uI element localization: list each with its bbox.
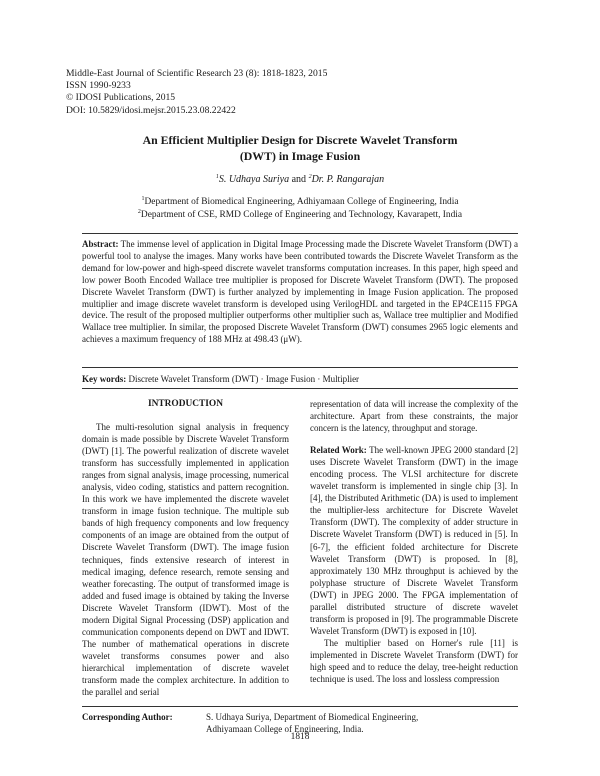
doi: DOI: 10.5829/idosi.mejsr.2015.23.08.22422	[66, 104, 236, 116]
intro-continuation: representation of data will increase the complexity of the architecture. Apart from these constraints, the major concern is the latency, throughput and storage.	[310, 399, 518, 434]
abstract	[82, 239, 518, 346]
right-column	[310, 398, 518, 685]
journal-citation: Middle-East Journal of Scientific Research 23 (8): 1818-1823, 2015	[66, 68, 328, 79]
journal-header	[66, 68, 327, 117]
abstract-top-rule	[82, 233, 518, 234]
keywords	[82, 373, 518, 385]
keywords-bottom-rule	[82, 388, 518, 389]
abstract-bottom-rule	[82, 367, 518, 368]
abstract-text: The immense level of application in Digital Image Processing made the Discrete Wavelet Transform (DWT) a powerful tool to analyse the images. Many works have been contributed towards the Discrete Wavelet Transform as the demand for low-power and high-speed discrete wavelet transforms computation increases. In this paper, high speed and low power Booth Encoded Wallace tree multiplier is proposed for Discrete Wavelet Transform (DWT). The proposed Discrete Wavelet Transform (DWT) is further analyzed by implementing in Image Fusion application. The proposed multiplier and image discrete wavelet transform is developed using VerilogHDL and targeted in the EP4CE115 FPGA device. The result of the proposed multiplier outperforms other multiplier such as, Wallace tree multiplier and Modified Wallace tree multiplier. In similar, the proposed Discrete Wavelet Transform (DWT) consumes 2965 logic elements and achieves a maximum frequency of 188 MHz at 498.43 (μW).	[82, 239, 518, 345]
corresponding-author-label: Corresponding Author:	[82, 712, 173, 722]
affiliation-1-sup: 1	[141, 196, 145, 202]
author-and: and	[289, 174, 309, 185]
author-1-sup: 1	[215, 174, 219, 180]
author-list	[60, 173, 540, 186]
keywords-label: Key words:	[82, 374, 127, 384]
horner-paragraph: The multiplier based on Horner's rule [11] is implemented in Discrete Wavelet Transform (DWT) for high speed and to reduce the delay, tree-height reduction technique is used. The loss and lossless compression	[310, 637, 518, 685]
issn: ISSN 1990-9233	[66, 80, 131, 92]
title-line-1: An Efficient Multiplier Design for Discrete Wavelet Transform	[142, 133, 458, 147]
intro-paragraph: The multi-resolution signal analysis in frequency domain is made possible by Discrete Wavelet Transform (DWT) [1]. The powerful realization of discrete wavelet transform has successfully implemented in application ranges from signal analysis, image processing, numerical analysis, video coding, statistics and pattern recognition. In this work we have implemented the discrete wavelet transform in image fusion technique. The multiple sub bands of high frequency components and low frequency components of an image are obtained from the output of Discrete Wavelet Transform (DWT). The image fusion techniques, finds extensive research of interest in medical imaging, defence research, remote sensing and weather forecasting. The output of transformed image is added and fused image is obtained by taking the Inverse Discrete Wavelet Transform (IDWT). Most of the modern Digital Signal Processing (DSP) application and communication components depend on DWT and IDWT. The number of mathematical operations in discrete wavelet transforms consumes power and also hierarchical implementation of discrete wavelet transform made the complex architecture. In addition to the parallel and serial	[82, 422, 289, 698]
affiliation-2-text: Department of CSE, RMD College of Engineering and Technology, Kavarapett, India	[140, 210, 463, 220]
paper-title	[60, 132, 540, 164]
footer-rule	[82, 706, 518, 707]
abstract-label: Abstract:	[82, 239, 119, 249]
affiliation-1	[60, 196, 540, 209]
corresponding-author-line-1: S. Udhaya Suriya, Department of Biomedical Engineering,	[206, 712, 419, 722]
author-1: S. Udhaya Suriya	[218, 174, 290, 185]
corresponding-author-line-2: Adhiyamaan College of Engineering, India.	[206, 724, 364, 734]
related-work-label: Related Work:	[310, 445, 367, 456]
left-column	[82, 421, 289, 698]
related-work-text: The well-known JPEG 2000 standard [2] uses Discrete Wavelet Transform (DWT) in the image encoding process. The VLSI architecture for discrete wavelet transform is implemented in single chip [3]. In [4], the Distributed Arithmetic (DA) is used to implement the multiplier-less architecture for Discrete Wavelet Transform (DWT). The complexity of adder structure in Discrete Wavelet Transform (DWT) is reduced in [5]. In [6-7], the efficient folded architecture for Discrete Wavelet Transform (DWT) is proposed. In [8], approximately 130 MHz throughput is achieved by the polyphase structure of Discrete Wavelet Transform (DWT) in JPEG 2000. The FPGA implementation of parallel distributed structure of discrete wavelet transform is proposed in [9]. The programmable Discrete Wavelet Transform (DWT) is exposed in [10].	[310, 445, 518, 636]
affiliation-2	[60, 209, 540, 222]
keywords-text: Discrete Wavelet Transform (DWT) · Image Fusion · Multiplier	[126, 374, 360, 384]
author-2-sup: 2	[308, 174, 312, 180]
author-2: Dr. P. Rangarajan	[311, 174, 385, 185]
copyright: © IDOSI Publications, 2015	[66, 92, 176, 104]
page-number: 1818	[290, 732, 310, 742]
introduction-heading: INTRODUCTION	[147, 399, 223, 409]
title-line-2: (DWT) in Image Fusion	[239, 149, 361, 163]
affiliations	[60, 196, 540, 222]
affiliation-1-text: Department of Biomedical Engineering, Adhiyamaan College of Engineering, India	[144, 197, 459, 207]
related-work-paragraph	[310, 444, 518, 637]
affiliation-2-sup: 2	[137, 209, 141, 215]
